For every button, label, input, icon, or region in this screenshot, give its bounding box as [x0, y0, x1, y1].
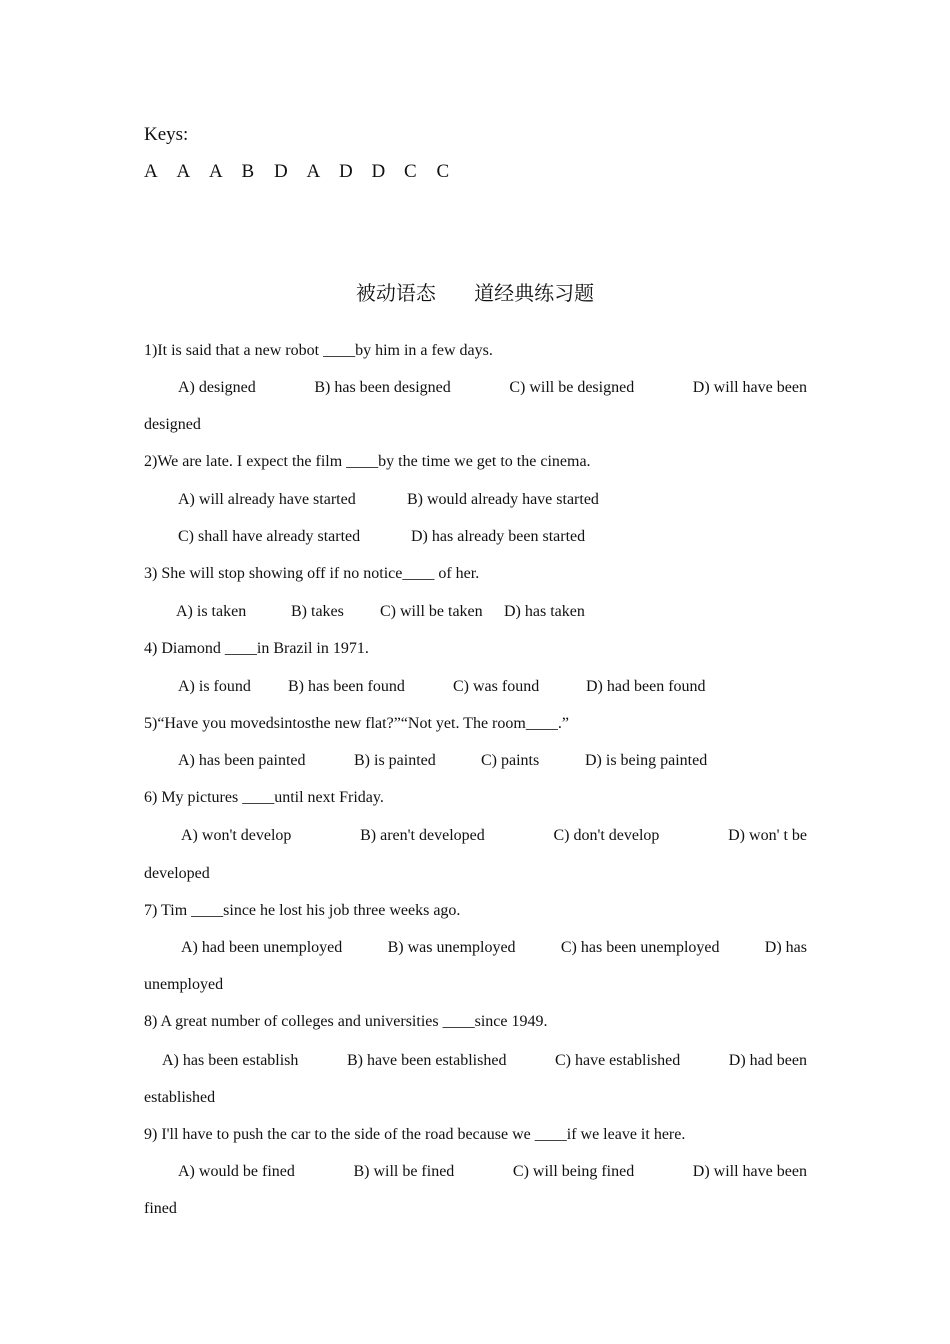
answer-key: D — [339, 161, 353, 182]
option: A) has been establish — [162, 1052, 299, 1069]
question-options — [181, 938, 807, 958]
question-stem: 8) A great number of colleges and universities ____since 1949. — [144, 1013, 548, 1030]
question-stem: 2)We are late. I expect the film ____by the time we get to the cinema. — [144, 453, 591, 470]
question-stem: 7) Tim ____since he lost his job three weeks ago. — [144, 902, 461, 919]
question-stem: 5)“Have you movedsintosthe new flat?”“Not yet. The room____.” — [144, 715, 569, 732]
answer-keys-row — [144, 160, 469, 184]
question-stem: 4) Diamond ____in Brazil in 1971. — [144, 640, 369, 657]
option: C) has been unemployed — [560, 939, 720, 956]
answer-key: B — [241, 161, 255, 182]
question-options — [176, 602, 585, 622]
option: D) won' t be — [728, 827, 807, 844]
answer-key: D — [274, 161, 288, 182]
option: C) don't develop — [553, 827, 660, 844]
question-stem: 6) My pictures ____until next Friday. — [144, 789, 384, 806]
option-continuation: established — [144, 1089, 216, 1106]
answer-key: A — [209, 161, 223, 182]
option: D) had been — [728, 1052, 807, 1069]
option: D) will have been — [692, 379, 807, 396]
option: D) has already been started — [411, 528, 586, 545]
option: C) will be designed — [509, 379, 635, 396]
answer-key: C — [436, 161, 450, 182]
question-options — [181, 826, 807, 846]
option: B) aren't developed — [360, 827, 485, 844]
option: C) shall have already started — [178, 528, 361, 545]
option: C) was found — [453, 678, 540, 695]
option: B) has been found — [288, 678, 405, 695]
option: B) will be fined — [353, 1163, 455, 1180]
option: B) would already have started — [407, 491, 599, 508]
answer-key: D — [371, 161, 386, 182]
option: B) has been designed — [314, 379, 451, 396]
option-continuation: developed — [144, 865, 210, 882]
option: D) had been found — [586, 678, 706, 695]
option: C) paints — [481, 752, 540, 769]
option: C) have established — [554, 1052, 681, 1069]
option: A) is found — [178, 678, 251, 695]
option: A) is taken — [176, 603, 247, 620]
option-continuation: fined — [144, 1200, 177, 1217]
option: A) had been unemployed — [181, 939, 343, 956]
option-continuation: unemployed — [144, 976, 224, 993]
option: D) has taken — [504, 603, 585, 620]
question-stem: 1)It is said that a new robot ____by him in a few days. — [144, 342, 493, 359]
option: A) designed — [178, 379, 256, 396]
option: D) has — [764, 939, 807, 956]
answer-key: A — [306, 161, 321, 182]
answer-key: C — [404, 161, 417, 182]
question-stem: 9) I'll have to push the car to the side of the road because we ____if we leave it here. — [144, 1126, 686, 1143]
option: B) have been established — [346, 1052, 507, 1069]
question-options — [178, 527, 585, 547]
option: B) takes — [291, 603, 344, 620]
question-options — [178, 490, 599, 510]
option: A) will already have started — [178, 491, 356, 508]
question-stem: 3) She will stop showing off if no notice____ of her. — [144, 565, 480, 582]
question-options — [178, 1162, 807, 1182]
question-options — [178, 751, 707, 771]
option: B) was unemployed — [387, 939, 516, 956]
option: C) will being fined — [512, 1163, 635, 1180]
question-options — [162, 1051, 807, 1071]
option-continuation: designed — [144, 416, 201, 433]
option: D) will have been — [692, 1163, 807, 1180]
answer-key: A — [176, 161, 191, 182]
option: A) won't develop — [181, 827, 292, 844]
question-options — [178, 378, 807, 398]
option: A) would be fined — [178, 1163, 295, 1180]
question-options — [178, 677, 706, 697]
option: C) will be taken — [380, 603, 483, 620]
keys-label: Keys: — [144, 124, 189, 145]
option: B) is painted — [354, 752, 436, 769]
page-title: 被动语态 道经典练习题 — [355, 281, 595, 305]
option: D) is being painted — [585, 752, 708, 769]
option: A) has been painted — [178, 752, 306, 769]
answer-key: A — [144, 161, 158, 182]
